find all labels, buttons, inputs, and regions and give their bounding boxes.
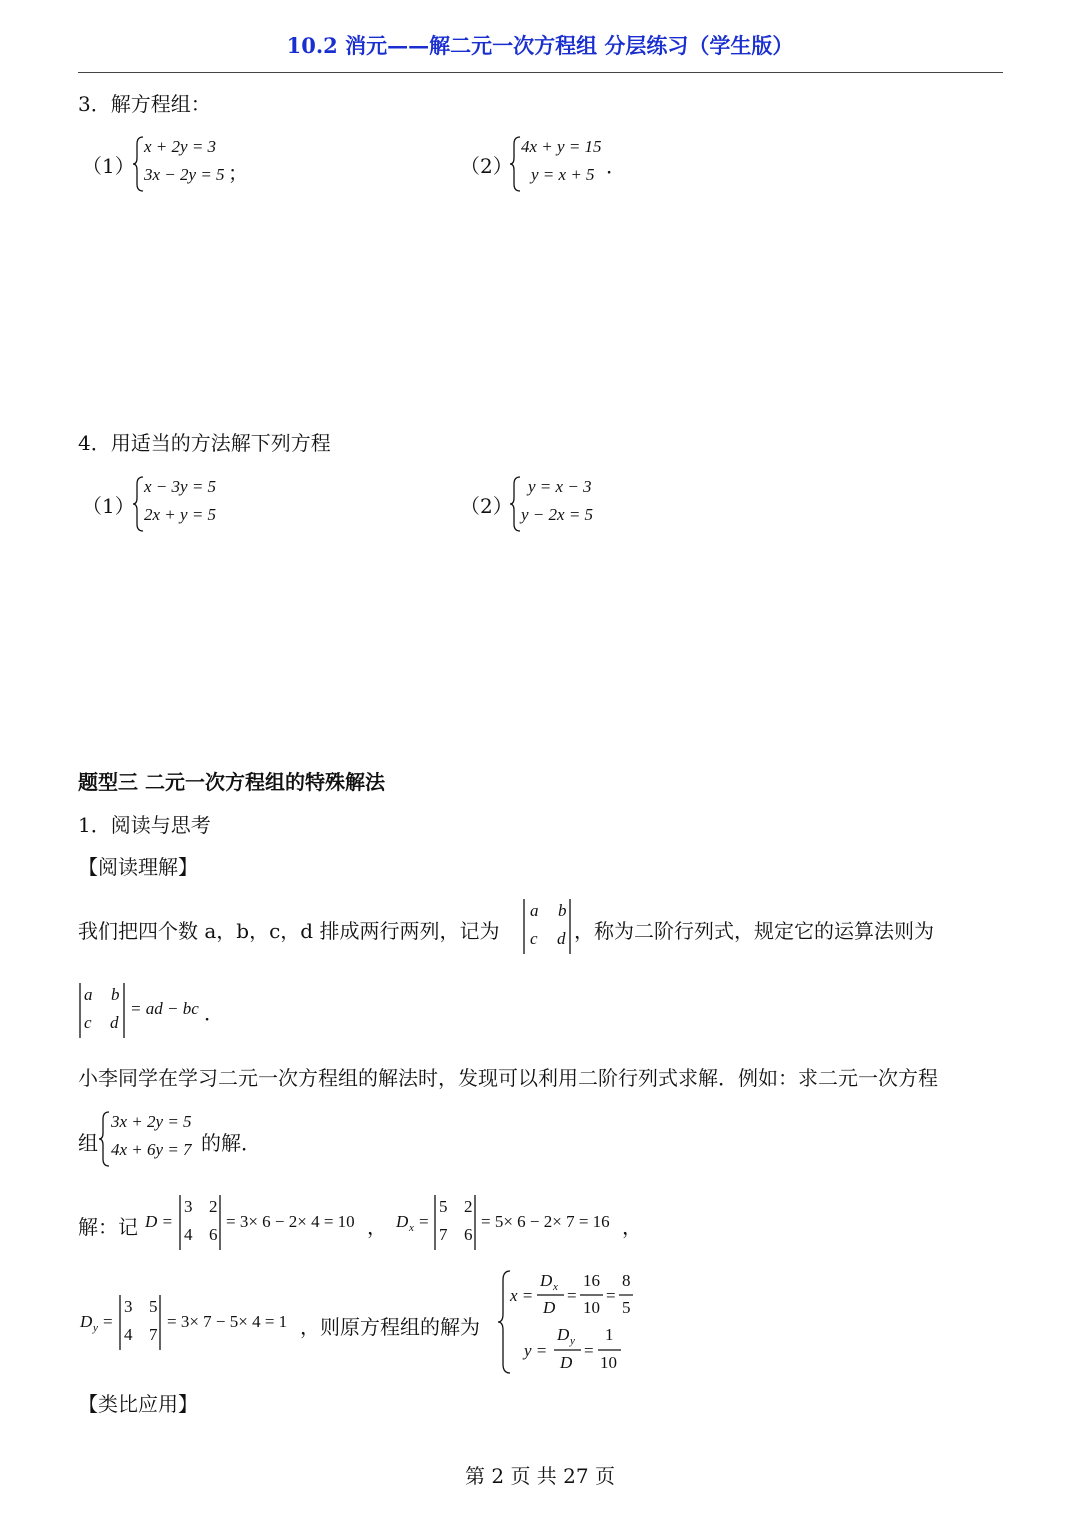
q4-part1-eq2: 2x + y = 5 <box>144 505 217 524</box>
reading-line3-pre: 组 <box>78 1131 98 1155</box>
Dy-value: = 3× 7 − 5× 4 = 1 <box>167 1312 288 1331</box>
q4-part1-eq1: x − 3y = 5 <box>144 477 217 496</box>
x-frac3-line <box>619 1294 634 1296</box>
Dx-m22: 6 <box>464 1225 473 1244</box>
Dx-value: = 5× 6 − 2× 7 = 16 <box>481 1212 610 1231</box>
reading-line1-pre: 我们把四个数 a，b，c，d 排成两行两列，记为 <box>78 919 500 943</box>
D-m11: 3 <box>184 1197 193 1216</box>
Dx-m21: 7 <box>439 1225 448 1244</box>
q3-part1-eq1: x + 2y = 3 <box>144 137 217 156</box>
y-frac1-line <box>554 1349 582 1351</box>
Dx-comma: ， <box>622 1215 642 1239</box>
x-sol-num1: D <box>540 1271 553 1290</box>
Dy-label: D <box>80 1312 93 1331</box>
Dy-subscript: y <box>93 1322 98 1334</box>
y-sol-lhs: y = <box>524 1341 548 1360</box>
q3-part2-end: ． <box>606 154 626 178</box>
D-m22: 6 <box>209 1225 218 1244</box>
y-sol-den2: 10 <box>600 1353 617 1372</box>
rule-det-b: b <box>111 985 120 1004</box>
y-sol-num2: 1 <box>605 1325 614 1344</box>
x-frac2-line <box>580 1294 604 1296</box>
example-system-brace <box>99 1111 111 1167</box>
x-sol-num2: 16 <box>583 1271 600 1290</box>
example-eq1: 3x + 2y = 5 <box>111 1112 192 1131</box>
rule-end: ． <box>204 1001 224 1025</box>
x-sol-den1: D <box>543 1298 556 1317</box>
x-sol-lhs: x = <box>510 1286 534 1305</box>
q3-part2-eq2: y = x + 5 <box>531 165 595 184</box>
Dx-equals: = <box>419 1212 429 1231</box>
page-header-title: 10.2 消元——解二元一次方程组 分层练习（学生版） <box>286 33 794 58</box>
Dy-m11: 3 <box>124 1297 133 1316</box>
q4-part2-label: （2） <box>460 494 513 518</box>
D-value: = 3× 6 − 2× 4 = 10 <box>226 1212 355 1231</box>
header-rule <box>78 72 1003 73</box>
Dx-label: D <box>396 1212 409 1231</box>
Dy-equals: = <box>103 1312 113 1331</box>
q3-part2-eq1: 4x + y = 15 <box>521 137 602 156</box>
x-eq3: = <box>606 1286 616 1305</box>
Dx-m12: 2 <box>464 1197 473 1216</box>
x-sol-den3: 5 <box>622 1298 631 1317</box>
reading-line2: 小李同学在学习二元一次方程组的解法时，发现可以利用二阶行列式求解．例如：求二元一次方程 <box>78 1066 938 1090</box>
x-sol-num1-sub: x <box>553 1281 558 1293</box>
Dx-subscript: x <box>409 1222 414 1234</box>
then-text: ，则原方程组的解为 <box>300 1315 480 1339</box>
det-b: b <box>558 901 567 920</box>
q3-part1-end: ； <box>228 161 248 185</box>
solution-pre: 解：记 <box>78 1215 138 1239</box>
x-frac1-line <box>537 1294 565 1296</box>
q4-part1-label: （1） <box>82 494 135 518</box>
D-label: D = <box>145 1212 173 1231</box>
y-sol-num1-sub: y <box>570 1335 575 1347</box>
item-1-title: 1．阅读与思考 <box>78 813 211 837</box>
reading-label: 【阅读理解】 <box>78 855 198 879</box>
rule-rhs: = ad − bc <box>130 999 199 1018</box>
reading-line3-post: 的解． <box>201 1131 261 1155</box>
q3-part2-label: （2） <box>460 154 513 178</box>
section-title: 题型三 二元一次方程组的特殊解法 <box>78 770 385 794</box>
y-sol-den1: D <box>560 1353 573 1372</box>
q4-part2-eq2: y − 2x = 5 <box>521 505 594 524</box>
rule-det-d: d <box>110 1013 119 1032</box>
Dy-m12: 5 <box>149 1297 158 1316</box>
q4-part2-eq1: y = x − 3 <box>528 477 592 496</box>
Dy-m21: 4 <box>124 1325 133 1344</box>
D-comma: ， <box>367 1215 387 1239</box>
q3-part1-eq2: 3x − 2y = 5 <box>144 165 225 184</box>
Dy-m22: 7 <box>149 1325 158 1344</box>
analogy-label: 【类比应用】 <box>78 1392 198 1416</box>
det-c: c <box>530 929 538 948</box>
det-d: d <box>557 929 566 948</box>
x-sol-num3: 8 <box>622 1271 631 1290</box>
D-m12: 2 <box>209 1197 218 1216</box>
Dx-m11: 5 <box>439 1197 448 1216</box>
det-a: a <box>530 901 539 920</box>
question-4-title: 4．用适当的方法解下列方程 <box>78 431 331 455</box>
x-sol-den2: 10 <box>583 1298 600 1317</box>
rule-det-c: c <box>84 1013 92 1032</box>
question-3-title: 3．解方程组： <box>78 92 211 116</box>
y-eq2: = <box>584 1341 594 1360</box>
page-footer: 第 2 页 共 27 页 <box>465 1464 615 1488</box>
D-m21: 4 <box>184 1225 193 1244</box>
q3-part1-label: （1） <box>82 154 135 178</box>
x-eq2: = <box>567 1286 577 1305</box>
y-frac2-line <box>598 1349 622 1351</box>
rule-det-a: a <box>84 985 93 1004</box>
y-sol-num1: D <box>557 1325 570 1344</box>
example-eq2: 4x + 6y = 7 <box>111 1140 192 1159</box>
reading-line1-post: ，称为二阶行列式，规定它的运算法则为 <box>574 919 934 943</box>
